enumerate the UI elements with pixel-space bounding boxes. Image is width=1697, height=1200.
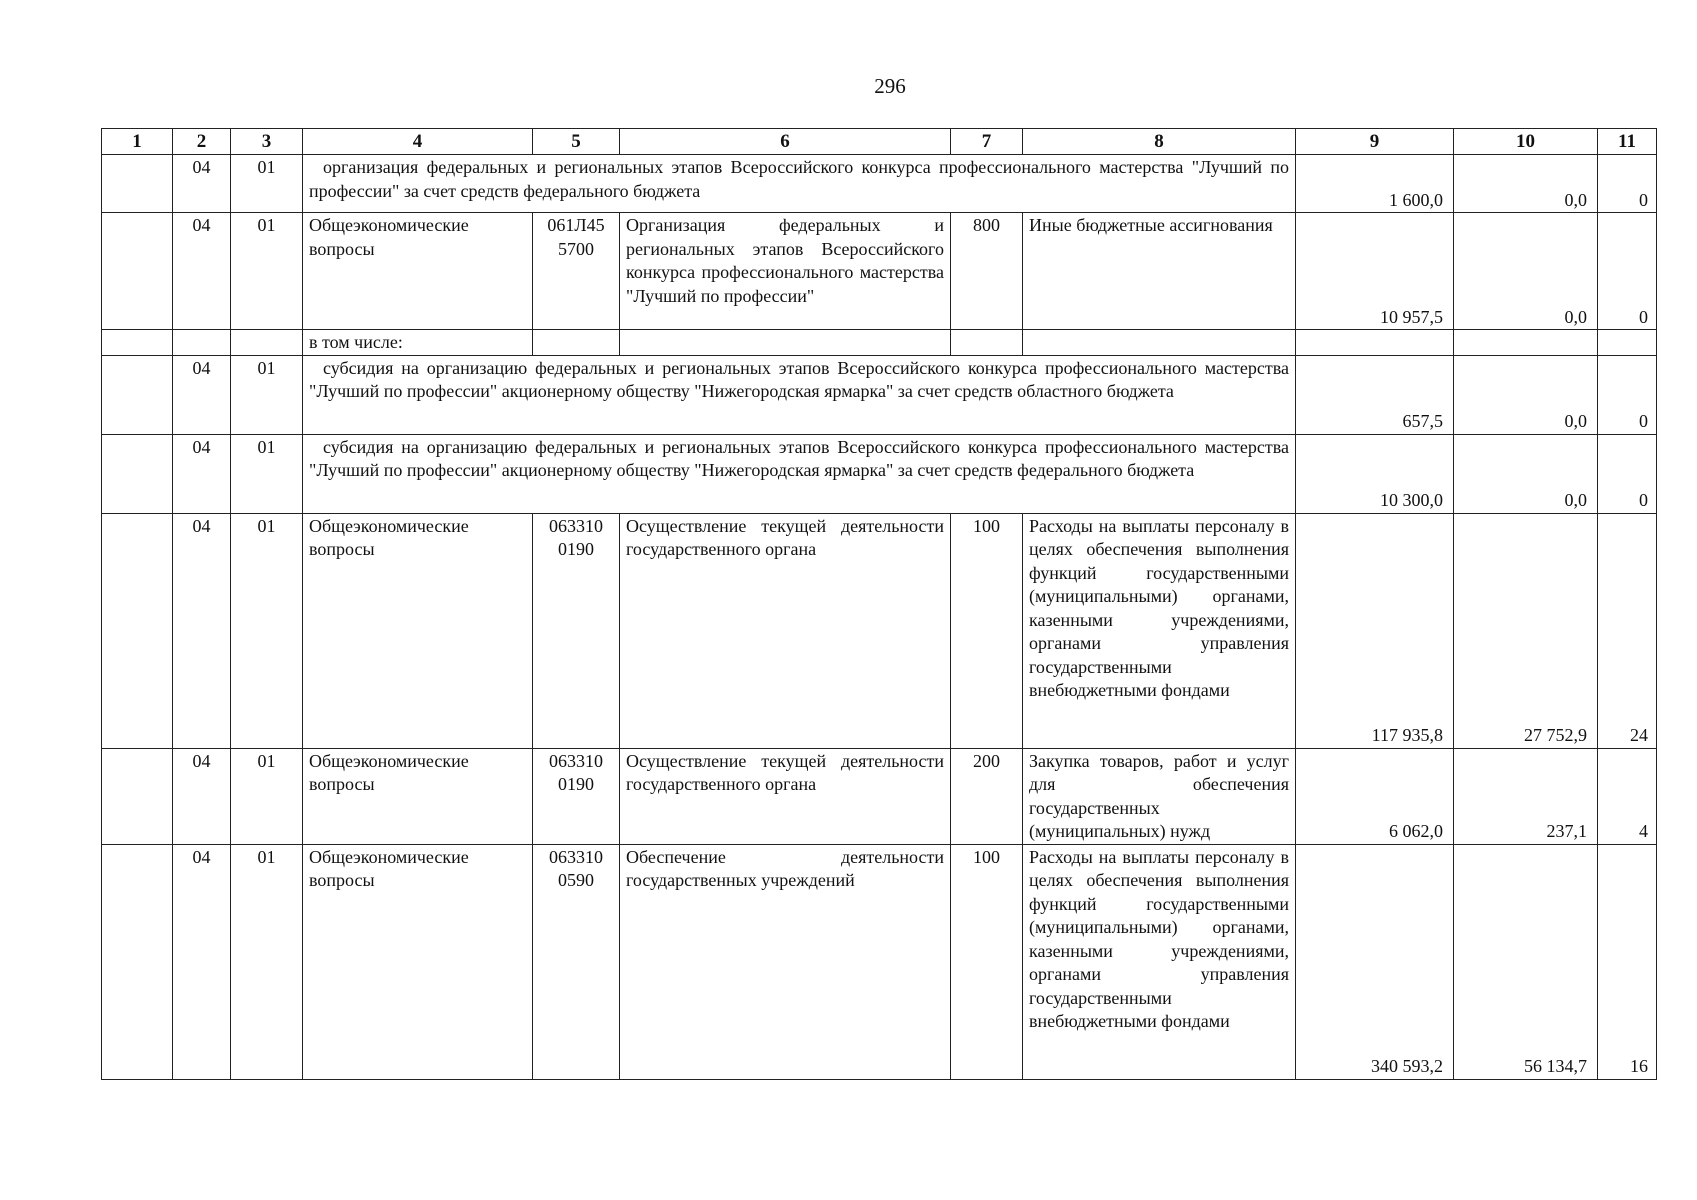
cell-section: 04 xyxy=(173,155,231,213)
cell-target-code: 063310 0190 xyxy=(533,748,620,844)
table-row xyxy=(102,434,1657,513)
cell-section: 04 xyxy=(173,434,231,513)
cell-section: 04 xyxy=(173,213,231,330)
table-row xyxy=(102,213,1657,330)
cell-amount-plan: 6 062,0 xyxy=(1296,748,1454,844)
cell-expense-type xyxy=(951,330,1023,356)
table-row xyxy=(102,844,1657,1079)
cell-amount-actual: 56 134,7 xyxy=(1454,844,1598,1079)
column-header: 5 xyxy=(533,129,620,155)
cell-section: 04 xyxy=(173,844,231,1079)
cell-expense-name: Расходы на выплаты персоналу в целях обеспечения выполнения функций государственными (муниципальными) органами, казенными учреждениями, органами управления государственными внебюджетными фондами xyxy=(1023,513,1296,748)
cell-amount-plan: 1 600,0 xyxy=(1296,155,1454,213)
cell-target-name: Осуществление текущей деятельности государственного органа xyxy=(620,513,951,748)
cell-expense-name: Закупка товаров, работ и услуг для обеспечения государственных (муниципальных) нужд xyxy=(1023,748,1296,844)
cell-section: 04 xyxy=(173,748,231,844)
table-row xyxy=(102,355,1657,434)
cell-section-name: Общеэкономические вопросы xyxy=(303,213,533,330)
cell-amount-plan: 657,5 xyxy=(1296,355,1454,434)
cell-col1 xyxy=(102,513,173,748)
cell-expense-name: Иные бюджетные ассигнования xyxy=(1023,213,1296,330)
cell-amount-actual: 27 752,9 xyxy=(1454,513,1598,748)
cell-section: 04 xyxy=(173,513,231,748)
cell-target-name xyxy=(620,330,951,356)
table-row xyxy=(102,330,1657,356)
cell-section-name: Общеэкономические вопросы xyxy=(303,844,533,1079)
column-header: 7 xyxy=(951,129,1023,155)
cell-amount-plan xyxy=(1296,330,1454,356)
cell-section: 04 xyxy=(173,355,231,434)
column-header: 2 xyxy=(173,129,231,155)
cell-section-name: Общеэкономические вопросы xyxy=(303,513,533,748)
cell-section xyxy=(173,330,231,356)
cell-amount-actual: 0,0 xyxy=(1454,155,1598,213)
cell-amount-actual: 0,0 xyxy=(1454,213,1598,330)
cell-amount-actual: 237,1 xyxy=(1454,748,1598,844)
table-row xyxy=(102,513,1657,748)
cell-col1 xyxy=(102,155,173,213)
cell-col1 xyxy=(102,213,173,330)
column-header: 8 xyxy=(1023,129,1296,155)
cell-expense-name xyxy=(1023,330,1296,356)
cell-subsection: 01 xyxy=(231,513,303,748)
cell-description: субсидия на организацию федеральных и региональных этапов Всероссийского конкурса профессионального мастерства "Лучший по профессии" акционерному обществу "Нижегородская ярмарка" за счет средств федерального бюджета xyxy=(303,434,1296,513)
cell-target-name: Организация федеральных и региональных этапов Всероссийского конкурса профессионального мастерства "Лучший по профессии" xyxy=(620,213,951,330)
cell-expense-type: 100 xyxy=(951,844,1023,1079)
budget-table xyxy=(101,128,1657,1080)
cell-col1 xyxy=(102,355,173,434)
cell-percent: 24 xyxy=(1598,513,1657,748)
cell-amount-plan: 117 935,8 xyxy=(1296,513,1454,748)
cell-subsection: 01 xyxy=(231,844,303,1079)
cell-including-label: в том числе: xyxy=(303,330,533,356)
cell-target-name: Осуществление текущей деятельности государственного органа xyxy=(620,748,951,844)
cell-subsection: 01 xyxy=(231,155,303,213)
cell-percent: 16 xyxy=(1598,844,1657,1079)
cell-target-code: 061Л45 5700 xyxy=(533,213,620,330)
cell-description: организация федеральных и региональных этапов Всероссийского конкурса профессионального мастерства "Лучший по профессии" за счет средств федерального бюджета xyxy=(303,155,1296,213)
cell-percent: 4 xyxy=(1598,748,1657,844)
column-header: 10 xyxy=(1454,129,1598,155)
cell-amount-plan: 340 593,2 xyxy=(1296,844,1454,1079)
cell-amount-actual xyxy=(1454,330,1598,356)
cell-percent: 0 xyxy=(1598,213,1657,330)
cell-amount-plan: 10 300,0 xyxy=(1296,434,1454,513)
cell-col1 xyxy=(102,330,173,356)
cell-percent: 0 xyxy=(1598,434,1657,513)
cell-col1 xyxy=(102,844,173,1079)
cell-target-code xyxy=(533,330,620,356)
cell-percent xyxy=(1598,330,1657,356)
column-header: 1 xyxy=(102,129,173,155)
page-number: 296 xyxy=(874,74,906,98)
cell-subsection: 01 xyxy=(231,213,303,330)
cell-expense-type: 200 xyxy=(951,748,1023,844)
cell-target-name: Обеспечение деятельности государственных учреждений xyxy=(620,844,951,1079)
cell-subsection xyxy=(231,330,303,356)
cell-col1 xyxy=(102,748,173,844)
cell-expense-type: 100 xyxy=(951,513,1023,748)
table-row xyxy=(102,748,1657,844)
cell-amount-actual: 0,0 xyxy=(1454,355,1598,434)
column-header: 4 xyxy=(303,129,533,155)
cell-section-name: Общеэкономические вопросы xyxy=(303,748,533,844)
table-row xyxy=(102,155,1657,213)
cell-target-code: 063310 0190 xyxy=(533,513,620,748)
cell-expense-type: 800 xyxy=(951,213,1023,330)
cell-target-code: 063310 0590 xyxy=(533,844,620,1079)
cell-subsection: 01 xyxy=(231,748,303,844)
cell-subsection: 01 xyxy=(231,355,303,434)
cell-description: субсидия на организацию федеральных и региональных этапов Всероссийского конкурса профессионального мастерства "Лучший по профессии" акционерному обществу "Нижегородская ярмарка" за счет средств областного бюджета xyxy=(303,355,1296,434)
table-header-row xyxy=(102,129,1657,155)
cell-subsection: 01 xyxy=(231,434,303,513)
column-header: 3 xyxy=(231,129,303,155)
cell-amount-plan: 10 957,5 xyxy=(1296,213,1454,330)
column-header: 6 xyxy=(620,129,951,155)
cell-col1 xyxy=(102,434,173,513)
cell-expense-name: Расходы на выплаты персоналу в целях обеспечения выполнения функций государственными (муниципальными) органами, казенными учреждениями, органами управления государственными внебюджетными фондами xyxy=(1023,844,1296,1079)
column-header: 9 xyxy=(1296,129,1454,155)
cell-percent: 0 xyxy=(1598,355,1657,434)
cell-percent: 0 xyxy=(1598,155,1657,213)
cell-amount-actual: 0,0 xyxy=(1454,434,1598,513)
column-header: 11 xyxy=(1598,129,1657,155)
